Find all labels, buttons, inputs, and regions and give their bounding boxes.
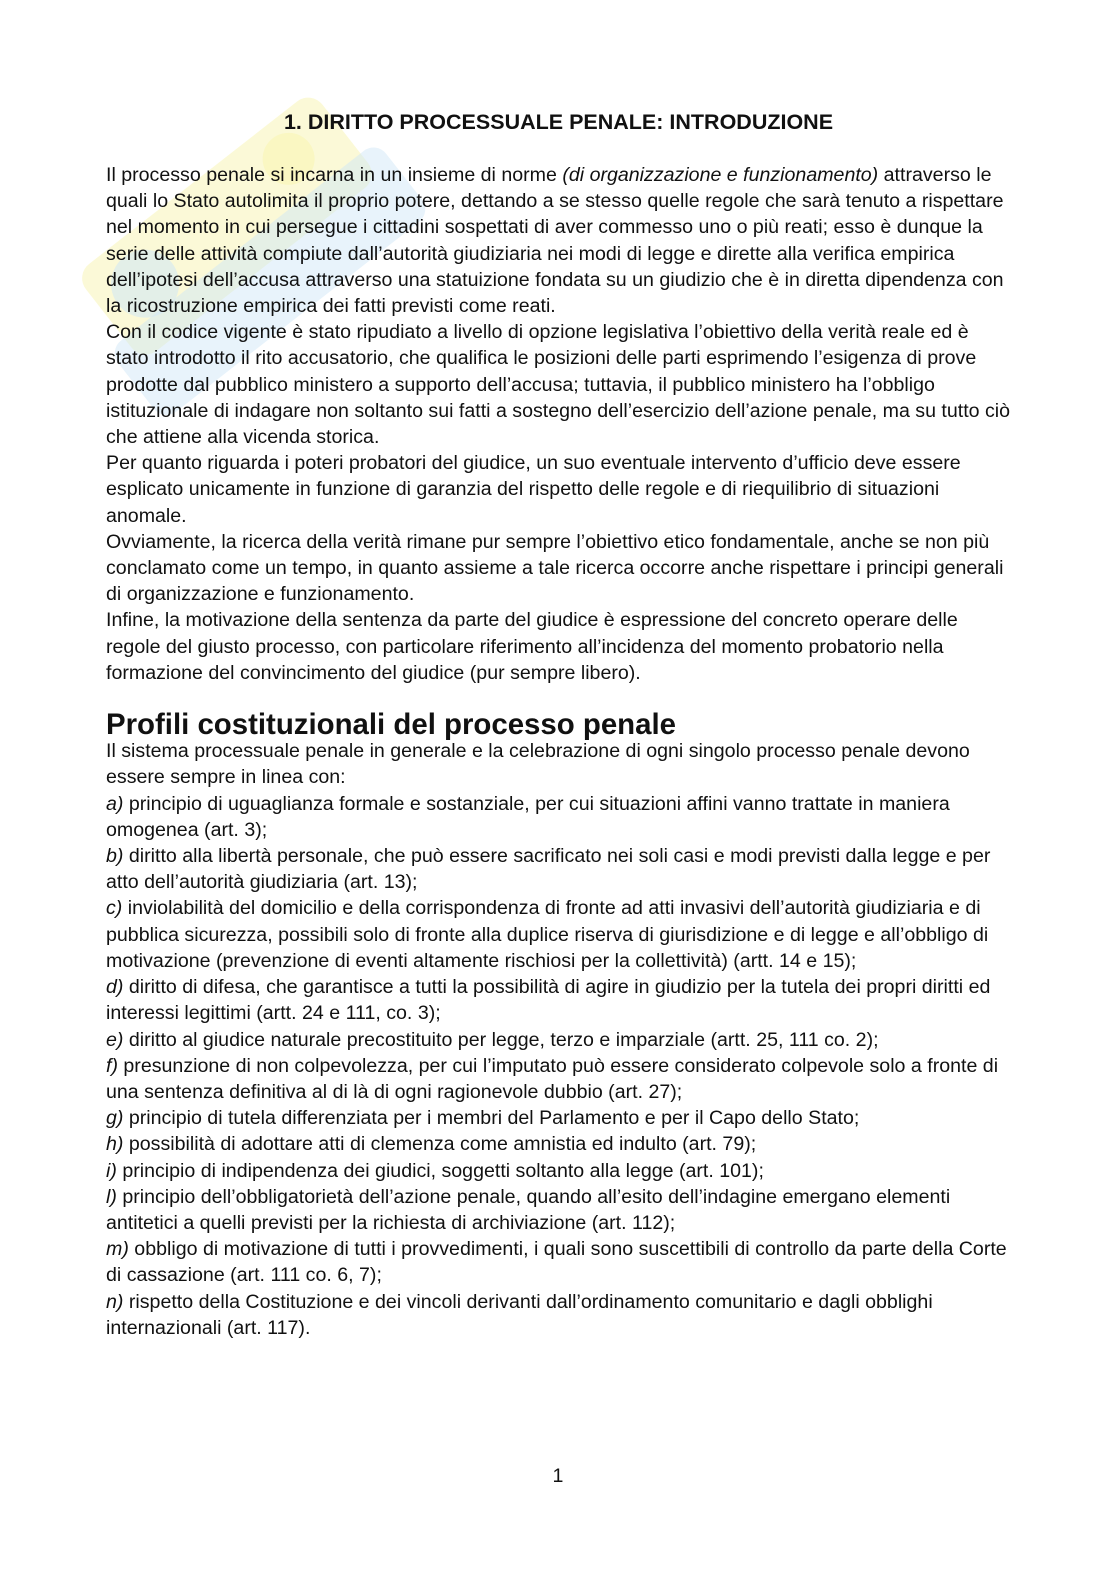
list-item-text: principio dell’obbligatorietà dell’azione penale, quando all’esito dell’indagine emergano elementi antitetici a quelli previsti per la richiesta di archiviazione (art. 112); (106, 1185, 951, 1234)
list-item (106, 1158, 1011, 1184)
intro-text: attraverso le quali lo Stato autolimita il proprio potere, dettando a se stesso quelle regole che sarà tenuto a rispettare nel momento in cui persegue i cittadini sospettati di aver commesso uno o più reati; esso è dunque la serie delle attività compiute dall’autorità giudiziaria nei modi di legge e dirette alla verifica empirica dell’ipotesi dell’accusa attraverso una statuizione fondata su un giudizio che è in diretta dipendenza con la ricostruzione empirica dei fatti previsti come reati. (106, 164, 1004, 318)
principles-list (106, 791, 1011, 1341)
page-number: 1 (552, 1465, 564, 1487)
list-item-letter: h) (106, 1133, 124, 1156)
list-item (106, 1289, 1011, 1341)
intro-paragraph-3: Per quanto riguarda i poteri probatori del giudice, un suo eventuale intervento d’ufficio deve essere esplicato unicamente in funzione di garanzia del rispetto delle regole e di riequilibrio di situazioni anomale. (106, 452, 961, 527)
list-item-letter: b) (106, 845, 124, 868)
intro-paragraph-4: Ovviamente, la ricerca della verità rimane pur sempre l’obiettivo etico fondamentale, anche se non più conclamato come un tempo, in quanto assieme a tale ricerca occorre anche rispettare i principi generali di organizzazione e funzionamento. (106, 530, 1004, 606)
section-lead: Il sistema processuale penale in generale e la celebrazione di ogni singolo processo penale devono essere sempre in linea con: (106, 740, 970, 789)
list-item (106, 1105, 1011, 1131)
intro-italic-text: (di organizzazione e funzionamento) (562, 164, 879, 186)
list-item-text: diritto di difesa, che garantisce a tutti la possibilità di agire in giudizio per la tutela dei propri diritti ed interessi legittimi (artt. 24 e 111, co. 3); (106, 976, 991, 1025)
list-item-letter: n) (106, 1290, 124, 1313)
list-item (106, 1053, 1011, 1105)
list-item-text: diritto alla libertà personale, che può essere sacrificato nei soli casi e modi previsti dalla legge e per atto dell’autorità giudiziaria (art. 13); (106, 845, 991, 894)
page-title: 1. DIRITTO PROCESSUALE PENALE: INTRODUZIONE (283, 110, 834, 134)
list-item-text: diritto al giudice naturale precostituito per legge, terzo e imparziale (artt. 25, 111 co. 2); (123, 1028, 879, 1051)
intro-paragraph-2: Con il codice vigente è stato ripudiato a livello di opzione legislativa l’obiettivo della verità reale ed è stato introdotto il rito accusatorio, che qualifica le posizioni delle parti esprimendo l’esigenza di prove prodotte dal pubblico ministero a supporto dell’accusa; tuttavia, il pubblico ministero ha l’obbligo istituzionale di indagare non soltanto sui fatti a sostegno dell’esercizio dell’azione penale, ma su tutto ciò che attiene alla vicenda storica. (106, 321, 1011, 449)
list-item-letter: e) (106, 1028, 124, 1051)
page-content (106, 108, 1011, 1341)
list-item-text: rispetto della Costituzione e dei vincoli derivanti dall’ordinamento comunitario e dagli obblighi internazionali (art. 117). (106, 1290, 933, 1339)
list-item-letter: i) (106, 1159, 117, 1182)
list-item (106, 1236, 1011, 1288)
list-item-letter: d) (106, 976, 124, 999)
intro-paragraph-1 (106, 162, 1011, 319)
list-item (106, 791, 1011, 843)
list-item (106, 895, 1011, 974)
list-item-text: inviolabilità del domicilio e della corrispondenza di fronte ad atti invasivi dell’autorità giudiziaria e di pubblica sicurezza, possibili solo di fronte alla duplice riserva di giurisdizione e di legge e all’obbligo di motivazione (prevenzione di eventi altamente rischiosi per la collettività) (artt. 14 e 15); (106, 897, 989, 972)
list-item-text: principio di indipendenza dei giudici, soggetti soltanto alla legge (art. 101); (116, 1159, 764, 1182)
list-item-letter: g) (106, 1107, 124, 1130)
list-item-text: obbligo di motivazione di tutti i provvedimenti, i quali sono suscettibili di controllo da parte della Corte di cassazione (art. 111 co. 6, 7); (106, 1238, 1007, 1287)
list-item-text: presunzione di non colpevolezza, per cui l’imputato può essere considerato colpevole solo a fronte di una sentenza definitiva al di là di ogni ragionevole dubbio (art. 27); (106, 1054, 999, 1103)
list-item (106, 1027, 1011, 1053)
list-item-text: possibilità di adottare atti di clemenza come amnistia ed indulto (art. 79); (123, 1133, 757, 1156)
list-item-letter: a) (106, 792, 124, 815)
list-item-text: principio di tutela differenziata per i membri del Parlamento e per il Capo dello Stato; (123, 1107, 860, 1130)
list-item (106, 1131, 1011, 1157)
section-heading: Profili costituzionali del processo penale (106, 708, 676, 742)
list-item-letter: m) (106, 1238, 129, 1261)
list-item (106, 974, 1011, 1026)
list-item-letter: c) (106, 897, 123, 920)
list-item-letter: l) (106, 1185, 117, 1208)
intro-paragraph-5: Infine, la motivazione della sentenza da parte del giudice è espressione del concreto operare delle regole del giusto processo, con particolare riferimento all’incidenza del momento probatorio nella formazione del convincimento del giudice (pur sempre libero). (106, 609, 958, 684)
list-item-text: principio di uguaglianza formale e sostanziale, per cui situazioni affini vanno trattate in maniera omogenea (art. 3); (106, 792, 950, 841)
list-item (106, 843, 1011, 895)
list-item-letter: f) (106, 1054, 118, 1077)
intro-text: Il processo penale si incarna in un insieme di norme (106, 164, 563, 186)
list-item (106, 1184, 1011, 1236)
